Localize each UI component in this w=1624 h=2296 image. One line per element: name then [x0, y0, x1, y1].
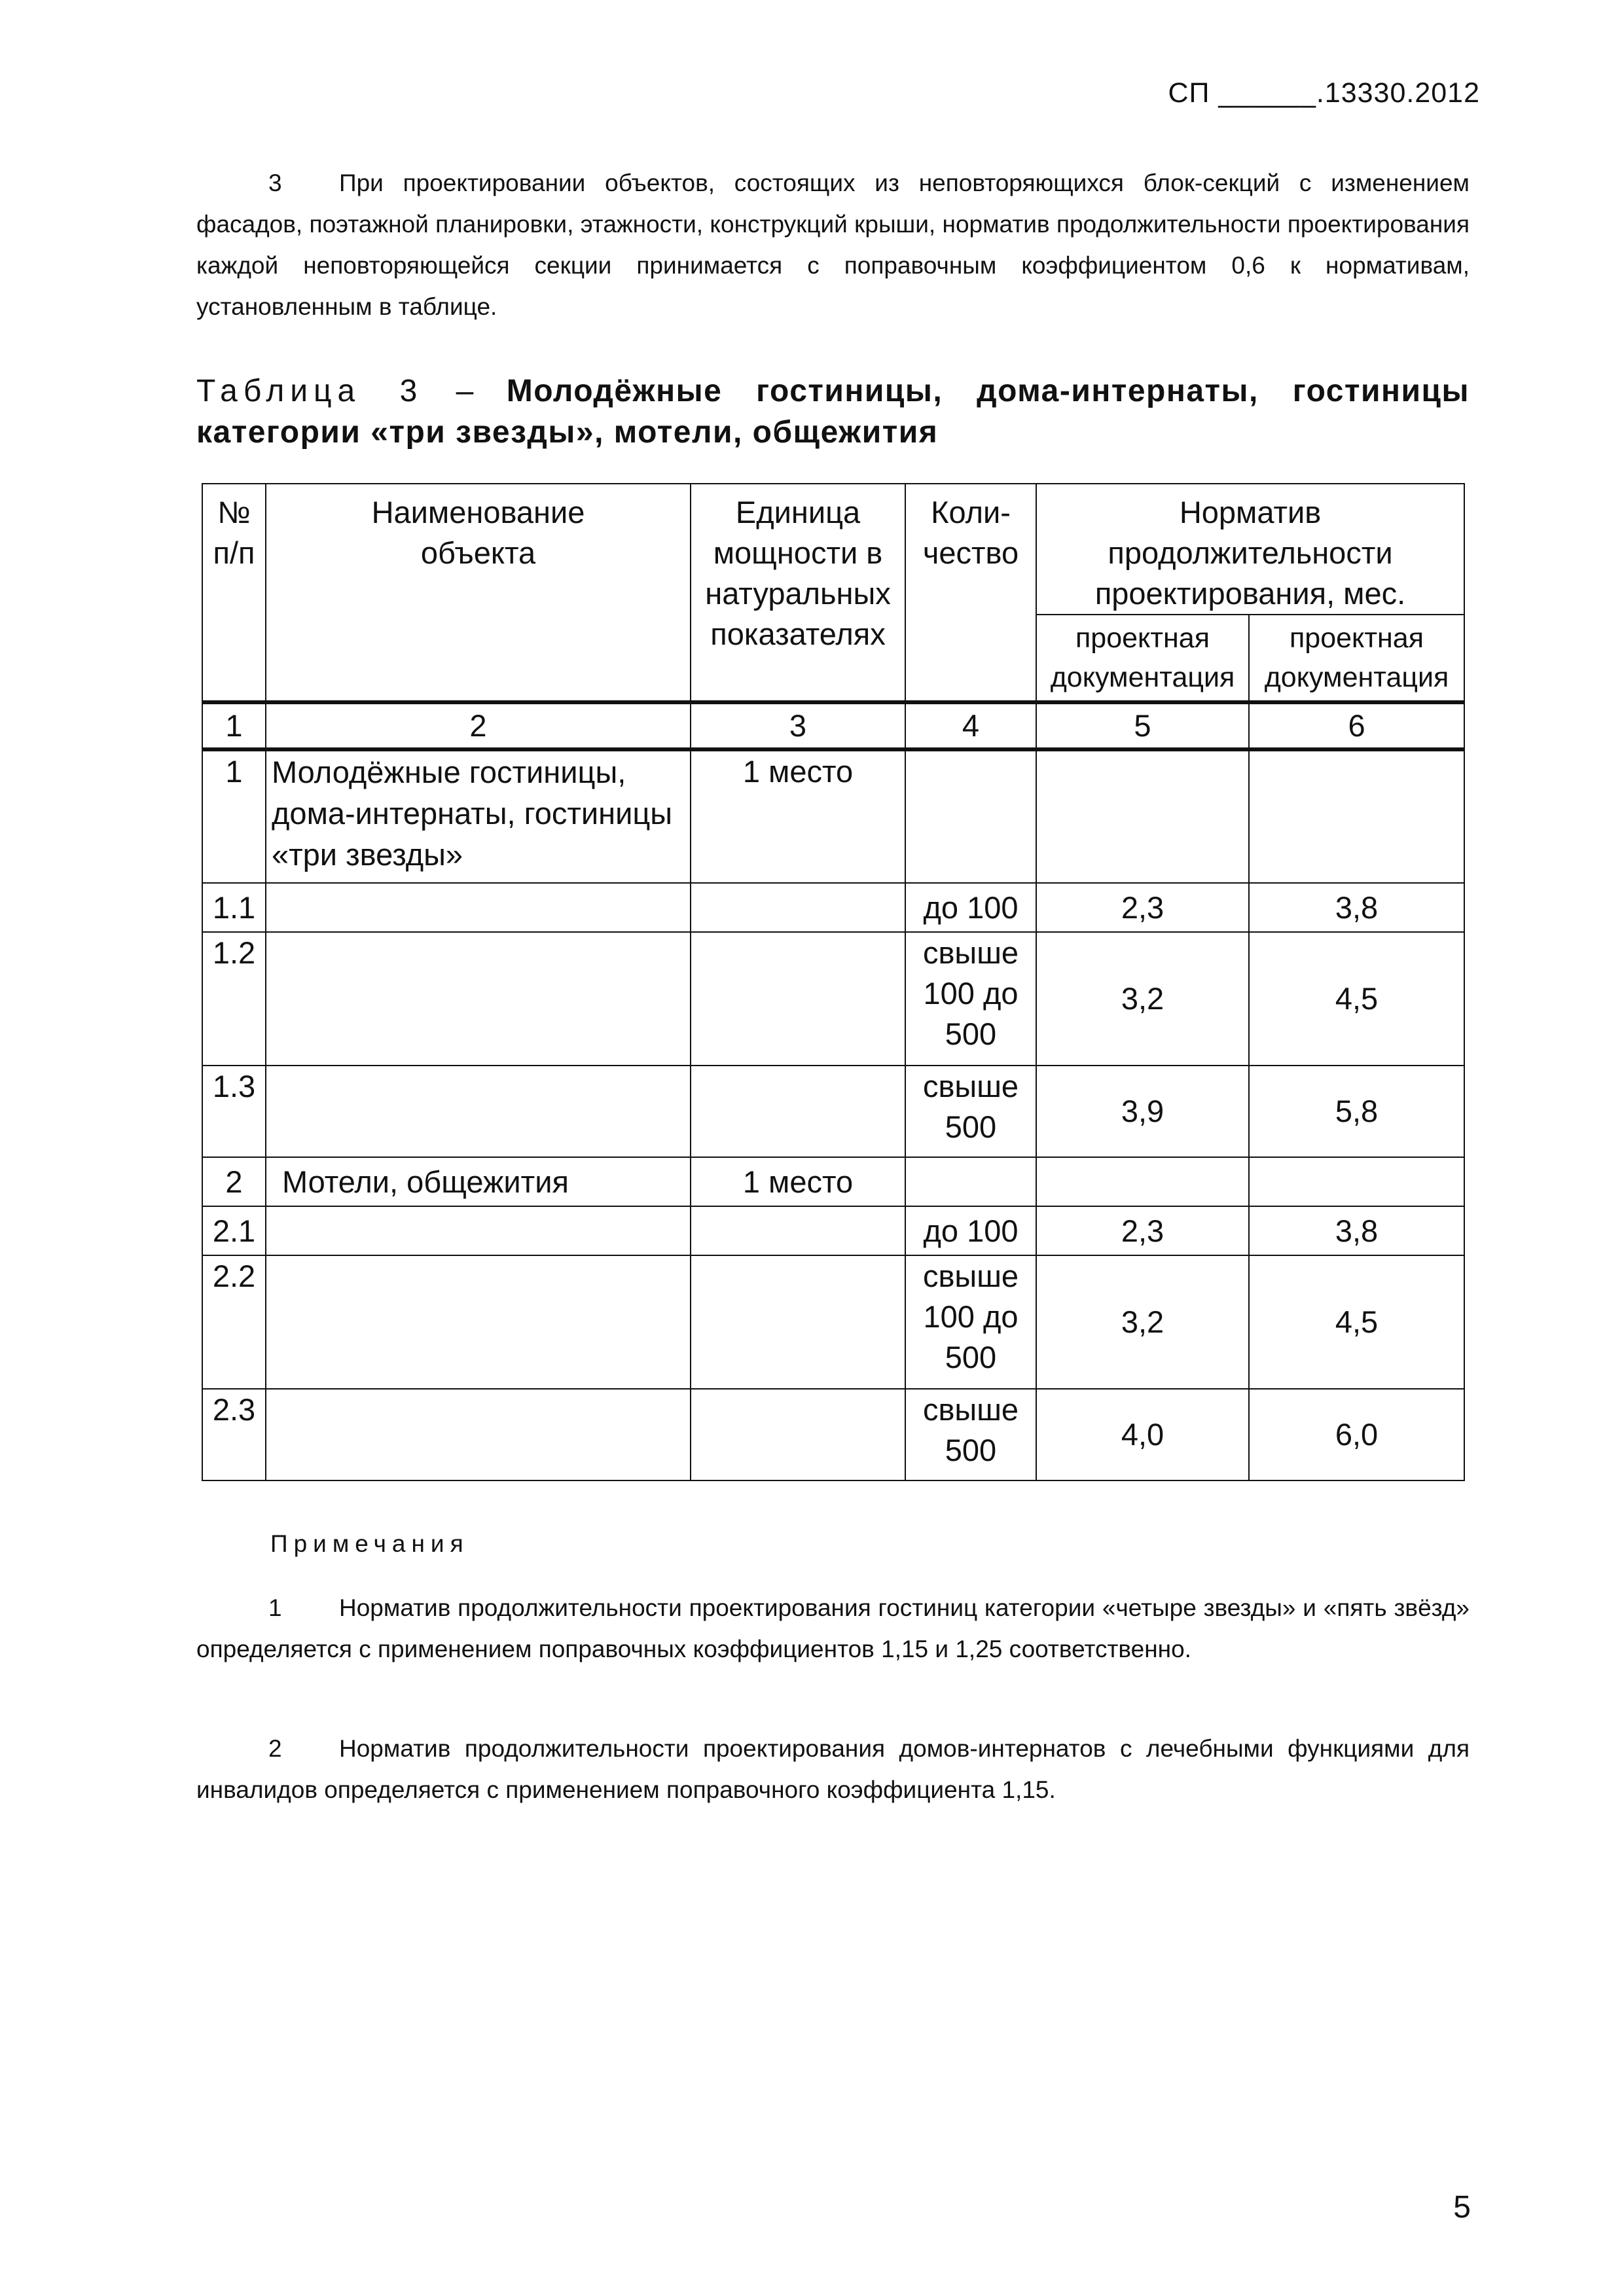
- row-name: [266, 1066, 691, 1157]
- row-num: 1.3: [202, 1066, 266, 1157]
- row-value-col6: [1249, 749, 1464, 883]
- row-unit: [691, 1066, 905, 1157]
- note-number: 1: [268, 1594, 282, 1621]
- row-value-col5: 4,0: [1036, 1389, 1249, 1480]
- row-quantity: свыше 100 до 500: [905, 1255, 1036, 1389]
- row-quantity: свыше 500: [905, 1389, 1036, 1480]
- table-caption-title: Молодёжные гостиницы, дома-интернаты, гостиницы категории «три звезды», мотели, общежития: [196, 374, 1470, 450]
- table-caption-dash: –: [423, 374, 507, 408]
- note-item: [196, 1728, 1470, 1810]
- header-norm: Норматив продолжительности проектирования, мес.: [1036, 484, 1464, 615]
- column-number: 5: [1036, 702, 1249, 749]
- column-number: 4: [905, 702, 1036, 749]
- note-number: 2: [268, 1735, 282, 1762]
- row-unit: 1 место: [691, 749, 905, 883]
- row-value-col6: 3,8: [1249, 883, 1464, 932]
- intro-paragraph-text: При проектировании объектов, состоящих из неповторяющихся блок-секций с изменением фасадов, поэтажной планировки, этажности, конструкций крыши, норматив продолжительности проектирования каждой неповторяющейся секции принимается с поправочным коэффициентом 0,6 к нормативам, установленным в таблице.: [196, 170, 1470, 320]
- row-value-col6: 5,8: [1249, 1066, 1464, 1157]
- notes-heading: Примечания: [270, 1530, 469, 1557]
- table-caption-label: Таблица 3: [196, 374, 424, 408]
- row-value-col5: 3,9: [1036, 1066, 1249, 1157]
- row-unit: [691, 1255, 905, 1389]
- header-name: Наименование объекта: [266, 484, 691, 702]
- column-number: 1: [202, 702, 266, 749]
- row-value-col5: 3,2: [1036, 932, 1249, 1066]
- row-name: [266, 1389, 691, 1480]
- row-value-col5: [1036, 1157, 1249, 1206]
- table-row: [202, 1066, 1464, 1157]
- header-unit: Единица мощности в натуральных показателях: [691, 484, 905, 702]
- page-number: 5: [1453, 2190, 1471, 2225]
- row-num: 1: [202, 749, 266, 883]
- note-item: [196, 1587, 1470, 1670]
- norms-table: [202, 483, 1465, 1481]
- row-unit: [691, 1206, 905, 1255]
- header-sub-col6: проектная документация: [1249, 615, 1464, 702]
- row-value-col6: 4,5: [1249, 932, 1464, 1066]
- row-name: [266, 883, 691, 932]
- row-num: 2: [202, 1157, 266, 1206]
- row-num: 1.2: [202, 932, 266, 1066]
- header-sub-col5: проектная документация: [1036, 615, 1249, 702]
- row-value-col6: 3,8: [1249, 1206, 1464, 1255]
- column-number: 2: [266, 702, 691, 749]
- row-quantity: свыше 500: [905, 1066, 1036, 1157]
- note-text: Норматив продолжительности проектирования гостиниц категории «четыре звезды» и «пять звёзд» определяется с применением поправочных коэффициентов 1,15 и 1,25 соответственно.: [196, 1594, 1470, 1662]
- row-unit: [691, 1389, 905, 1480]
- row-value-col5: 2,3: [1036, 1206, 1249, 1255]
- row-value-col6: [1249, 1157, 1464, 1206]
- column-number: 3: [691, 702, 905, 749]
- row-num: 1.1: [202, 883, 266, 932]
- row-quantity: до 100: [905, 1206, 1036, 1255]
- table-row: [202, 1255, 1464, 1389]
- row-name: Мотели, общежития: [266, 1157, 691, 1206]
- row-unit: [691, 883, 905, 932]
- table-row: [202, 1389, 1464, 1480]
- header-quantity: Коли-чество: [905, 484, 1036, 702]
- table-row: [202, 932, 1464, 1066]
- row-value-col6: 6,0: [1249, 1389, 1464, 1480]
- row-value-col5: [1036, 749, 1249, 883]
- row-num: 2.2: [202, 1255, 266, 1389]
- row-quantity: [905, 1157, 1036, 1206]
- row-value-col5: 3,2: [1036, 1255, 1249, 1389]
- row-quantity: [905, 749, 1036, 883]
- document-code: СП ______.13330.2012: [1168, 77, 1480, 109]
- column-number: 6: [1249, 702, 1464, 749]
- row-unit: 1 место: [691, 1157, 905, 1206]
- row-unit: [691, 932, 905, 1066]
- table-row: [202, 749, 1464, 883]
- row-quantity: до 100: [905, 883, 1036, 932]
- row-name: Молодёжные гостиницы, дома-интернаты, гостиницы «три звезды»: [266, 749, 691, 883]
- row-value-col6: 4,5: [1249, 1255, 1464, 1389]
- table-caption: [196, 370, 1470, 453]
- row-value-col5: 2,3: [1036, 883, 1249, 932]
- intro-paragraph-number: 3: [268, 170, 282, 196]
- row-quantity: свыше 100 до 500: [905, 932, 1036, 1066]
- note-text: Норматив продолжительности проектирования домов-интернатов с лечебными функциями для инвалидов определяется с применением поправочного коэффициента 1,15.: [196, 1735, 1470, 1803]
- table-row: [202, 1206, 1464, 1255]
- row-name: [266, 1255, 691, 1389]
- row-num: 2.3: [202, 1389, 266, 1480]
- row-name: [266, 1206, 691, 1255]
- table-row: [202, 1157, 1464, 1206]
- header-num: № п/п: [202, 484, 266, 702]
- row-name: [266, 932, 691, 1066]
- row-num: 2.1: [202, 1206, 266, 1255]
- table-row: [202, 883, 1464, 932]
- intro-paragraph: [196, 162, 1470, 327]
